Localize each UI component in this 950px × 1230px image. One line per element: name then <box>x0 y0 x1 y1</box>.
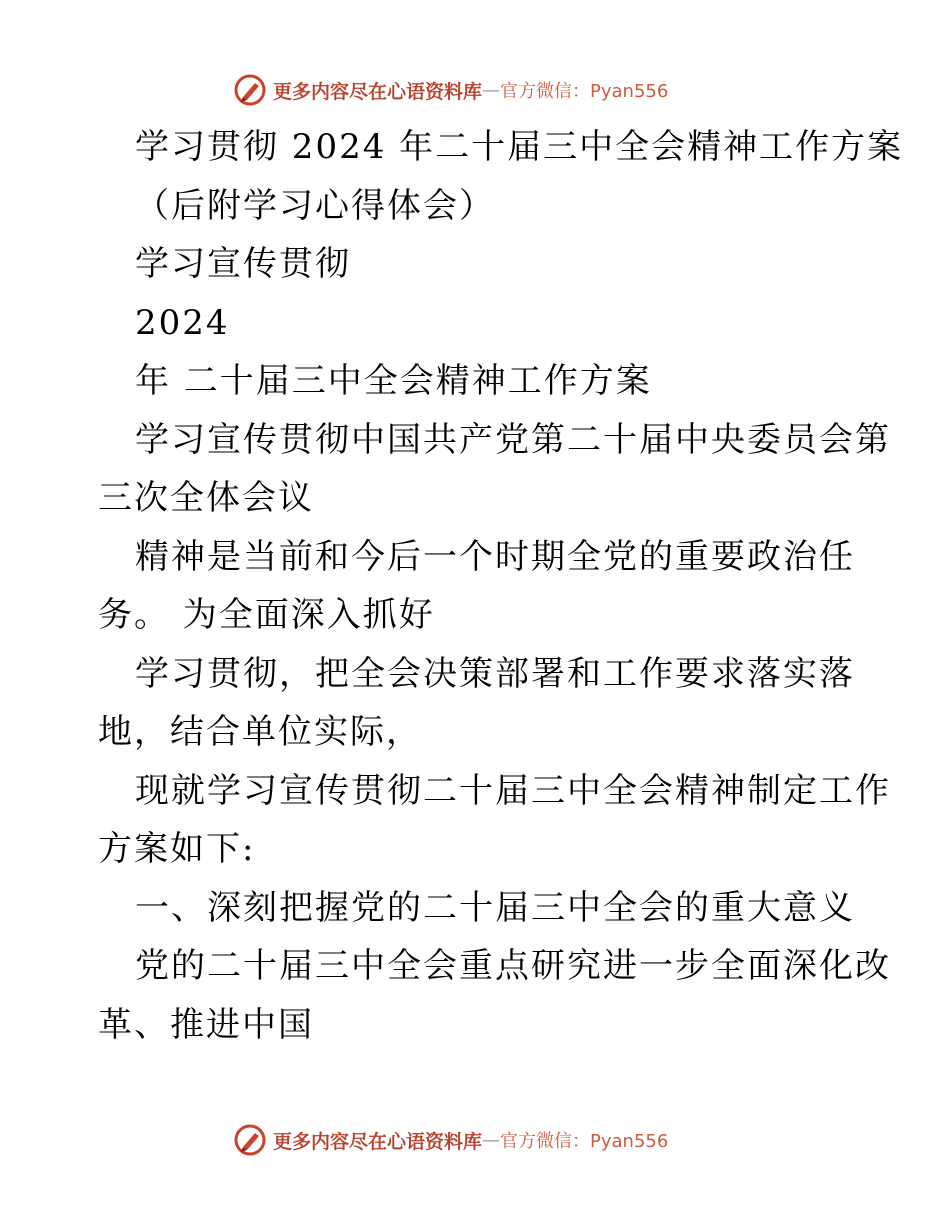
header-watermark <box>233 72 668 108</box>
document-body <box>98 118 904 1054</box>
text-line: 地，结合单位实际， <box>98 712 422 752</box>
text-line: 学习宣传贯彻中国共产党第二十届中央委员会第 <box>135 419 891 460</box>
text-line: 务。 为全面深入抓好 <box>98 595 435 635</box>
text-line: 党的二十届三中全会重点研究进一步全面深化改 <box>135 946 891 986</box>
text-line: 学习宣传贯彻 <box>135 244 351 284</box>
watermark-separator: — <box>482 79 501 101</box>
watermark-main-text: 更多内容尽在心语资料库 <box>273 80 483 103</box>
text-line: 方案如下: <box>98 829 256 869</box>
text-line: 精神是当前和今后一个时期全党的重要政治任 <box>135 536 855 577</box>
text-line: 2024 <box>135 302 230 343</box>
text-line: 现就学习宣传贯彻二十届三中全会精神制定工作 <box>135 770 891 811</box>
text-line: 学习贯彻，把全会决策部署和工作要求落实落 <box>135 653 855 694</box>
section-heading: 一、深刻把握党的二十届三中全会的重大意义 <box>135 887 855 928</box>
title-line: 学习贯彻 2024 年二十届三中全会精神工作方案 <box>135 127 904 167</box>
text-line: 年 二十届三中全会精神工作方案 <box>135 361 652 401</box>
subtitle-line: （后附学习心得体会） <box>135 185 495 226</box>
watermark-wechat-text: 官方微信：Pyan556 <box>500 1131 669 1152</box>
text-line: 革、推进中国 <box>98 1004 314 1045</box>
text-line: 三次全体会议 <box>98 478 314 518</box>
watermark-separator: — <box>482 1129 501 1151</box>
watermark-wechat-text: 官方微信：Pyan556 <box>500 81 669 102</box>
watermark-main-text: 更多内容尽在心语资料库 <box>273 1130 483 1153</box>
footer-watermark <box>233 1122 668 1158</box>
pen-logo-icon <box>233 1123 267 1157</box>
pen-logo-icon <box>233 73 267 107</box>
